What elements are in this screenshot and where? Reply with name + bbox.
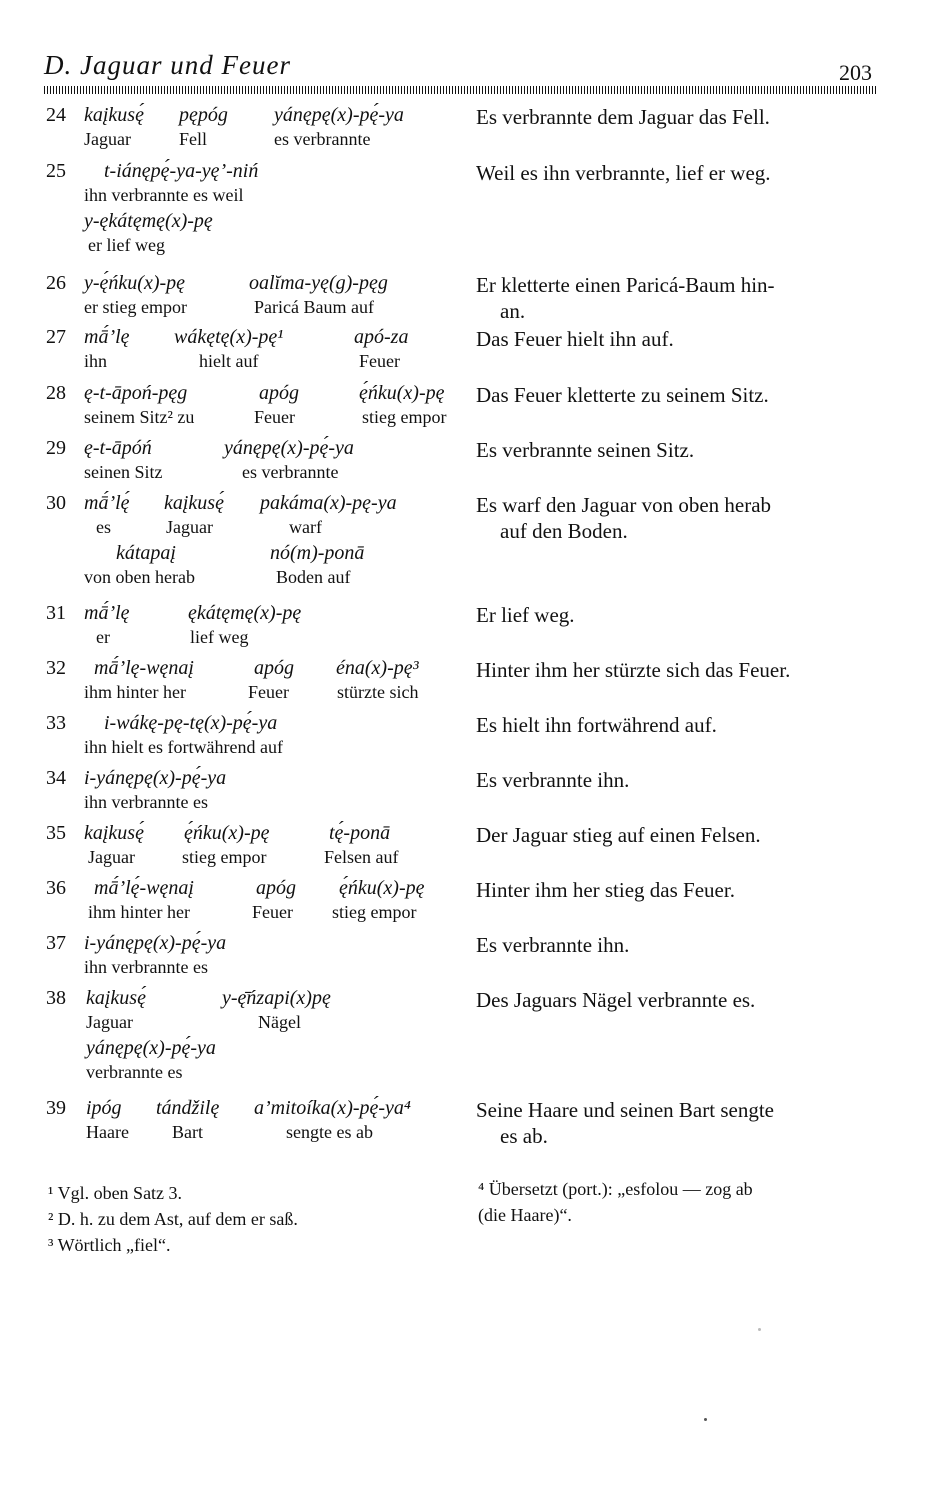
sentence-number: 29 bbox=[46, 437, 66, 459]
translation-line: Des Jaguars Nägel verbrannte es. bbox=[476, 988, 756, 1012]
german-gloss: Jaguar bbox=[166, 517, 213, 537]
native-line bbox=[84, 492, 464, 517]
translation-line: Hinter ihm her stieg das Feuer. bbox=[476, 878, 735, 902]
page-number: 203 bbox=[839, 60, 872, 85]
sentence-number: 25 bbox=[46, 160, 66, 182]
gloss-block bbox=[84, 492, 464, 592]
native-line bbox=[84, 326, 464, 351]
gloss-block bbox=[84, 712, 464, 762]
translation-line: Das Feuer kletterte zu seinem Sitz. bbox=[476, 383, 769, 407]
german-gloss: ihn bbox=[84, 351, 108, 371]
sentence-number: 24 bbox=[46, 104, 66, 126]
native-word: y-ę́ńku(x)-pę bbox=[84, 272, 186, 294]
gloss-line bbox=[84, 1012, 464, 1037]
german-gloss: stürzte sich bbox=[337, 682, 419, 702]
german-gloss: hielt auf bbox=[199, 351, 259, 371]
native-word: kátapaį bbox=[116, 542, 176, 564]
native-line bbox=[84, 877, 464, 902]
native-line bbox=[84, 382, 464, 407]
sentence-number: 30 bbox=[46, 492, 66, 514]
gloss-block bbox=[84, 822, 464, 872]
german-gloss: Jaguar bbox=[88, 847, 135, 867]
translation-line: Seine Haare und seinen Bart sengte bbox=[476, 1098, 774, 1122]
german-gloss: ihn hielt es fortwährend auf bbox=[84, 737, 283, 757]
native-line bbox=[84, 160, 464, 185]
footnote: ² D. h. zu dem Ast, auf dem er saß. bbox=[48, 1209, 298, 1229]
german-gloss: Paricá Baum auf bbox=[254, 297, 374, 317]
native-word: wákętę(x)-pę¹ bbox=[174, 326, 284, 348]
german-gloss: Feuer bbox=[359, 351, 400, 371]
native-word: tándžilę bbox=[156, 1097, 220, 1119]
sentence-number: 38 bbox=[46, 987, 66, 1009]
gloss-block bbox=[84, 602, 464, 652]
german-gloss: er stieg empor bbox=[84, 297, 187, 317]
native-line bbox=[84, 602, 464, 627]
gloss-block bbox=[84, 767, 464, 817]
translation-line: Weil es ihn verbrannte, lief er weg. bbox=[476, 161, 771, 185]
german-gloss: Feuer bbox=[254, 407, 295, 427]
native-word: i-yánępę(x)-pę́-ya bbox=[84, 767, 227, 789]
gloss-line bbox=[84, 297, 464, 322]
german-gloss: seinen Sitz bbox=[84, 462, 163, 482]
translation bbox=[476, 932, 876, 958]
native-word: mā́’lę bbox=[84, 602, 130, 624]
native-word: ipóg bbox=[86, 1097, 122, 1119]
sentence-number: 39 bbox=[46, 1097, 66, 1119]
german-gloss: sengte es ab bbox=[286, 1122, 373, 1142]
sentence-number: 32 bbox=[46, 657, 66, 679]
translation-line: auf den Boden. bbox=[500, 519, 628, 543]
native-line bbox=[84, 210, 464, 235]
native-word: y-ę̄ńzapi(x)pę bbox=[222, 987, 331, 1009]
gloss-line bbox=[84, 185, 464, 210]
german-gloss: stieg empor bbox=[332, 902, 417, 922]
sentence-number: 28 bbox=[46, 382, 66, 404]
footnote: ¹ Vgl. oben Satz 3. bbox=[48, 1183, 183, 1203]
sentence-number: 37 bbox=[46, 932, 66, 954]
german-gloss: Feuer bbox=[248, 682, 289, 702]
speck bbox=[704, 1418, 707, 1421]
native-word: yánępę(x)-pę́-ya bbox=[274, 104, 404, 126]
german-gloss: Felsen auf bbox=[324, 847, 399, 867]
native-word: nó(m)-ponā bbox=[270, 542, 365, 564]
footnote: ⁴ Übersetzt (port.): „esfolou — zog ab bbox=[478, 1179, 753, 1199]
native-word: kaįkusę́ bbox=[86, 987, 146, 1009]
native-word: apóg bbox=[256, 877, 296, 899]
native-word: pępóg bbox=[179, 104, 228, 126]
translation-line: Es verbrannte ihn. bbox=[476, 768, 630, 792]
translation bbox=[476, 822, 876, 848]
gloss-line bbox=[84, 567, 464, 592]
gloss-line bbox=[84, 351, 464, 376]
german-gloss: Feuer bbox=[252, 902, 293, 922]
native-line bbox=[84, 987, 464, 1012]
sentence-number: 26 bbox=[46, 272, 66, 294]
german-gloss: es verbrannte bbox=[242, 462, 339, 482]
native-line bbox=[84, 1097, 464, 1122]
gloss-block bbox=[84, 932, 464, 982]
translation bbox=[476, 272, 876, 324]
native-line bbox=[84, 104, 464, 129]
german-gloss: von oben herab bbox=[84, 567, 195, 587]
native-word: mā́’lę-węnaį bbox=[94, 657, 194, 679]
gloss-block bbox=[84, 382, 464, 432]
translation bbox=[476, 492, 876, 544]
gloss-block bbox=[84, 272, 464, 322]
native-word: apó-za bbox=[354, 326, 409, 348]
native-word: i-yánępę(x)-pę́-ya bbox=[84, 932, 227, 954]
translation bbox=[476, 657, 876, 683]
native-word: kaįkusę́ bbox=[84, 104, 144, 126]
native-word: ę́ńku(x)-pę bbox=[359, 382, 445, 404]
translation-line: Es verbrannte ihn. bbox=[476, 933, 630, 957]
gloss-line bbox=[84, 407, 464, 432]
german-gloss: es bbox=[96, 517, 111, 537]
german-gloss: es verbrannte bbox=[274, 129, 371, 149]
gloss-line bbox=[84, 235, 464, 260]
native-word: yánępę(x)-pę́-ya bbox=[86, 1037, 216, 1059]
german-gloss: er lief weg bbox=[88, 235, 165, 255]
german-gloss: ihm hinter her bbox=[84, 682, 186, 702]
gloss-line bbox=[84, 517, 464, 542]
native-word: mā́’lę́ bbox=[84, 492, 130, 514]
gloss-line bbox=[84, 627, 464, 652]
footnote: (die Haare)“. bbox=[478, 1205, 572, 1225]
native-line bbox=[84, 437, 464, 462]
german-gloss: ihn verbrannte es bbox=[84, 957, 208, 977]
native-word: i-wákę-pę-tę(x)-pę́-ya bbox=[104, 712, 278, 734]
native-line bbox=[84, 1037, 464, 1062]
gloss-block bbox=[84, 657, 464, 707]
native-word: tę́-ponā bbox=[329, 822, 391, 844]
native-word: ękátęmę(x)-pę bbox=[188, 602, 302, 624]
native-word: ę́ńku(x)-pę bbox=[339, 877, 425, 899]
german-gloss: Boden auf bbox=[276, 567, 351, 587]
native-word: ę́ńku(x)-pę bbox=[184, 822, 270, 844]
translation bbox=[476, 104, 876, 130]
gloss-block bbox=[84, 437, 464, 487]
gloss-line bbox=[84, 792, 464, 817]
sentence-number: 36 bbox=[46, 877, 66, 899]
sentence-number: 35 bbox=[46, 822, 66, 844]
german-gloss: Haare bbox=[86, 1122, 129, 1142]
native-line bbox=[84, 657, 464, 682]
gloss-line bbox=[84, 129, 464, 154]
gloss-line bbox=[84, 737, 464, 762]
header-rule bbox=[44, 86, 876, 94]
sentence-number: 31 bbox=[46, 602, 66, 624]
german-gloss: verbrannte es bbox=[86, 1062, 183, 1082]
gloss-block bbox=[84, 160, 464, 260]
native-word: yánępę(x)-pę́-ya bbox=[224, 437, 354, 459]
gloss-line bbox=[84, 462, 464, 487]
native-word: y-ękátęmę(x)-pę bbox=[84, 210, 213, 232]
translation bbox=[476, 987, 876, 1013]
sentence-number: 34 bbox=[46, 767, 66, 789]
native-word: éna(x)-pę³ bbox=[336, 657, 419, 679]
footnotes-left bbox=[48, 1180, 448, 1258]
translation-line: an. bbox=[500, 299, 526, 323]
translation-line: Er lief weg. bbox=[476, 603, 575, 627]
gloss-block bbox=[84, 326, 464, 376]
native-line bbox=[84, 712, 464, 737]
translation bbox=[476, 382, 876, 408]
german-gloss: Jaguar bbox=[84, 129, 131, 149]
native-word: apóg bbox=[254, 657, 294, 679]
german-gloss: Nägel bbox=[258, 1012, 301, 1032]
german-gloss: ihn verbrannte es weil bbox=[84, 185, 244, 205]
native-line bbox=[84, 932, 464, 957]
german-gloss: Jaguar bbox=[86, 1012, 133, 1032]
translation-line: Es verbrannte dem Jaguar das Fell. bbox=[476, 105, 770, 129]
translation-line: Es hielt ihn fortwährend auf. bbox=[476, 713, 717, 737]
native-word: mā́’lę́-węnaį bbox=[94, 877, 194, 899]
native-word: a’mitoíka(x)-pę́-ya⁴ bbox=[254, 1097, 411, 1119]
speck bbox=[758, 1328, 761, 1331]
native-word: mā́’lę bbox=[84, 326, 130, 348]
native-word: kaįkusę́ bbox=[84, 822, 144, 844]
german-gloss: er bbox=[96, 627, 110, 647]
gloss-block bbox=[84, 1097, 464, 1147]
native-word: ę-t-āpoń-pęg bbox=[84, 382, 188, 404]
native-word: kaįkusę́ bbox=[164, 492, 224, 514]
translation-line: Hinter ihm her stürzte sich das Feuer. bbox=[476, 658, 791, 682]
native-line bbox=[84, 272, 464, 297]
german-gloss: seinem Sitz² zu bbox=[84, 407, 195, 427]
translation-line: Er kletterte einen Paricá-Baum hin- bbox=[476, 273, 775, 297]
translation bbox=[476, 877, 876, 903]
native-word: pakáma(x)-pę-ya bbox=[260, 492, 397, 514]
native-word: oalĭma-yę(g)-pęg bbox=[249, 272, 388, 294]
translation bbox=[476, 712, 876, 738]
sentence-number: 33 bbox=[46, 712, 66, 734]
page-header bbox=[44, 50, 876, 100]
gloss-block bbox=[84, 987, 464, 1087]
native-line bbox=[84, 542, 464, 567]
translation bbox=[476, 1097, 876, 1149]
german-gloss: stieg empor bbox=[182, 847, 267, 867]
german-gloss: warf bbox=[289, 517, 322, 537]
gloss-line bbox=[84, 957, 464, 982]
translation-line: Es warf den Jaguar von oben herab bbox=[476, 493, 772, 517]
native-word: ę-t-āpóń bbox=[84, 437, 152, 459]
native-word: t-iánępę́-ya-yę’-niń bbox=[104, 160, 259, 182]
page-title: D. Jaguar und Feuer bbox=[44, 50, 291, 80]
gloss-line bbox=[84, 1062, 464, 1087]
translation bbox=[476, 326, 876, 352]
sentence-number: 27 bbox=[46, 326, 66, 348]
translation-line: Der Jaguar stieg auf einen Felsen. bbox=[476, 823, 761, 847]
gloss-line bbox=[84, 902, 464, 927]
gloss-line bbox=[84, 847, 464, 872]
german-gloss: lief weg bbox=[190, 627, 249, 647]
german-gloss: Bart bbox=[172, 1122, 203, 1142]
german-gloss: ihm hinter her bbox=[88, 902, 190, 922]
gloss-line bbox=[84, 1122, 464, 1147]
german-gloss: Fell bbox=[179, 129, 208, 149]
footnote: ³ Wörtlich „fiel“. bbox=[48, 1235, 171, 1255]
gloss-line bbox=[84, 682, 464, 707]
translation bbox=[476, 437, 876, 463]
german-gloss: stieg empor bbox=[362, 407, 447, 427]
translation bbox=[476, 767, 876, 793]
translation-line: es ab. bbox=[500, 1124, 548, 1148]
gloss-block bbox=[84, 877, 464, 927]
translation-line: Das Feuer hielt ihn auf. bbox=[476, 327, 674, 351]
translation bbox=[476, 602, 876, 628]
german-gloss: ihn verbrannte es bbox=[84, 792, 208, 812]
gloss-block bbox=[84, 104, 464, 154]
footnotes-right bbox=[478, 1176, 878, 1228]
native-line bbox=[84, 822, 464, 847]
native-word: apóg bbox=[259, 382, 299, 404]
native-line bbox=[84, 767, 464, 792]
translation-line: Es verbrannte seinen Sitz. bbox=[476, 438, 695, 462]
translation bbox=[476, 160, 876, 186]
